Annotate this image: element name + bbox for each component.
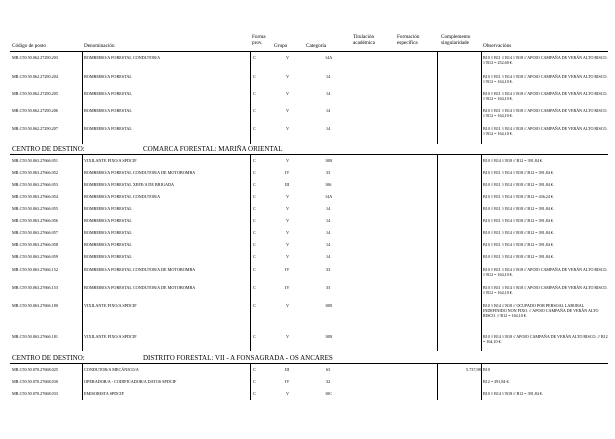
column-divider [437,155,438,351]
row-forma: C [253,108,256,113]
header-forma: Forma prov. [252,34,266,46]
row-forma: C [253,242,256,247]
row-cat: 14 [326,108,331,113]
row-forma: C [253,126,256,131]
row-grupo: IV [285,170,290,175]
row-name: BOMBEIRO/A FORESTAL [84,108,132,113]
row-forma: C [253,55,256,60]
row-cat: 14A [325,194,333,199]
header-categoria: Categoría [306,43,327,49]
row-grupo: V [286,334,290,339]
row-cat: 14A [325,55,333,60]
row-cat: 33 [326,267,331,272]
column-divider [250,364,251,400]
row-code: MR.C59.50.062.27290.207 [12,126,58,131]
column-divider [82,364,83,400]
row-code: MR.C59.50.063.27666.059 [12,254,58,259]
row-code: MR.C59.50.063.27666.052 [12,170,58,175]
row-obs: B10 // B11 // B14 // B18 // B12 = 391,84 €. [483,230,554,235]
row-name: BOMBEIRO/A FORESTAL CONDUTOR/A [84,194,161,199]
row-obs: B10 // B11 // B14 // B18 // APOIO CAMPAÑA DE VERÁN ALTO RISCO. // B12 = 164,10 €. [483,91,608,102]
row-forma: C [253,267,256,272]
row-grupo: V [286,391,290,396]
row-obs: B10 // B11 // B14 // B18 // APOIO CAMPAÑA DE VERÁN ALTO RISCO. // B12 = 164,10 €. [483,285,608,296]
row-code: MR.C59.50.070.27668.030 [12,379,58,384]
row-forma: C [253,391,256,396]
row-code: MR.C59.50.063.27666.055 [12,206,58,211]
column-divider [481,155,482,351]
row-forma: C [253,334,256,339]
row-obs: B10 // B11 // B14 // B18 // APOIO CAMPAÑA DE VERÁN ALTO RISCO. // B12 = 164,10 €. [483,126,608,137]
row-code: MR.C59.50.063.27666.180 [12,303,58,308]
row-name: BOMBEIRO/A FORESTAL [84,74,132,79]
row-name: VIXILANTE FIXO/A SPDCIF [84,334,137,339]
row-forma: C [253,303,256,308]
row-code: MR.C59.50.062.27290.203 [12,55,58,60]
row-grupo: V [286,194,290,199]
row-obs: B10 // B14 // B18 // B12 = 391,84 €. [483,391,543,396]
row-name: BOMBEIRO/A FORESTAL [84,254,132,259]
row-forma: C [253,218,256,223]
row-grupo: V [286,218,290,223]
row-obs: B10 // B11 // B14 // B18 // APOIO CAMPAÑA DE VERÁN ALTO RISCO. // B12 = 164,10 €. [483,74,608,85]
row-grupo: V [286,74,290,79]
row-code: MR.C59.50.062.27290.206 [12,108,58,113]
row-cat: 14 [326,126,331,131]
header-codigo: Código de posto [12,43,47,49]
row-obs: B10 // B14 // B18 // OCUPADO POR PERSOAL LABORAL INDEFINIDO NON FIXO. // APOIO CAMPAÑA DE VERÁN ALTO RISCO. // B12 = 164,10 €. [483,303,599,319]
row-name: CONDUTOR/A MECÁNICO/A [84,367,139,372]
row-name: OPERADOR/A - CODIFICADOR/A DATOS SPDCIF [84,379,177,384]
row-cat: 63 [326,367,331,372]
row-code: MR.C59.50.062.27290.204 [12,74,58,79]
row-obs: B10 // B11 // B14 // B18 // APOIO CAMPAÑA DE VERÁN ALTO RISCO. // B12 = 164,10 €. [483,267,608,278]
column-divider [250,52,251,144]
row-cat: 10B [325,303,332,308]
header-grupo: Grupo [274,43,288,49]
row-name: BOMBEIRO/A FORESTAL CONDUTOR/A DE MOTOBOMBA [84,267,196,272]
row-code: MR.C59.50.063.27666.058 [12,242,58,247]
row-grupo: IV [285,379,290,384]
row-cat: 10B [325,334,332,339]
row-cat: 14 [326,218,331,223]
row-code: MR.C59.50.063.27666.057 [12,230,58,235]
row-cat: 14 [326,91,331,96]
row-name: BOMBEIRO/A FORESTAL [84,218,132,223]
row-grupo: V [286,254,290,259]
row-grupo: III [285,367,290,372]
row-grupo: V [286,91,290,96]
row-name: BOMBEIRO/A FORESTAL [84,206,132,211]
row-grupo: V [286,126,290,131]
row-cat: 14 [326,254,331,259]
row-code: MR.C59.50.070.27668.025 [12,367,58,372]
header-formacion: Formación específica [397,34,420,46]
row-name: BOMBEIRO/A FORESTAL [84,230,132,235]
center-title-label: CENTRO DE DESTINO: [12,145,85,153]
row-name: VIXILANTE FIXO/A SPDCIF [84,158,137,163]
row-forma: C [253,182,256,187]
row-name: BOMBEIRO/A FORESTAL [84,126,132,131]
row-forma: C [253,367,256,372]
row-name: BOMBEIRO/A FORESTAL CONDUTOR/A [84,55,161,60]
row-grupo: V [286,230,290,235]
row-cat: 33 [326,285,331,290]
row-code: MR.C59.50.063.27666.056 [12,218,58,223]
row-obs: B10 // B11 // B14 // B18 // B12 = 391,84 €. [483,170,554,175]
row-obs: B10 // B11 // B14 // B18 // B12 = 391,84 €. [483,254,554,259]
row-cat: 10C [325,391,332,396]
row-name: BOMBEIRO/A FORESTAL CONDUTOR/A DE MOTOBOMBA [84,285,196,290]
row-code: MR.C59.50.063.27666.054 [12,194,58,199]
header-titulacion: Titulación académica [353,34,375,46]
row-code: MR.C59.50.070.27668.033 [12,391,58,396]
row-code: MR.C59.50.063.27666.152 [12,267,58,272]
header-rule [10,51,608,52]
row-grupo: V [286,242,290,247]
column-divider [250,155,251,351]
row-forma: C [253,254,256,259]
row-cat: 14 [326,242,331,247]
row-grupo: III [285,182,290,187]
row-obs: B10 // B14 // B18 // B12 = 391,84 €. [483,158,543,163]
row-obs: B10 // B11 // B14 // B18 // B12 = 391,84 €. [483,182,554,187]
header-denominacion: Denominación [84,43,115,49]
row-grupo: V [286,206,290,211]
row-code: MR.C59.50.062.27290.205 [12,91,58,96]
row-cat: 32 [326,379,331,384]
column-divider [481,52,482,144]
row-grupo: V [286,55,290,60]
row-grupo: V [286,158,290,163]
row-forma: C [253,230,256,235]
row-code: MR.C59.50.063.27666.181 [12,334,58,339]
row-code: MR.C59.50.063.27666.153 [12,285,58,290]
column-divider [82,52,83,144]
row-forma: C [253,194,256,199]
row-forma: C [253,91,256,96]
row-cat: 10B [325,158,332,163]
row-obs: B10 // B11 // B14 // B18 // APOIO CAMPAÑA DE VERÁN ALTO RISCO. // B12 = 252,60 €. [483,55,608,66]
center-title-name: COMARCA FORESTAL: MARIÑA ORIENTAL [143,145,283,153]
row-name: VIXILANTE FIXO/A SPDCIF [84,303,137,308]
row-forma: C [253,379,256,384]
row-name: BOMBEIRO/A FORESTAL XEFE/A DE BRIGADA [84,182,175,187]
row-forma: C [253,170,256,175]
row-forma: C [253,158,256,163]
section-rule [10,363,608,364]
row-cat: 14 [326,206,331,211]
header-observacions: Observacións [483,43,512,49]
row-grupo: IV [285,267,290,272]
column-divider [481,364,482,400]
header-complemento: Complemento singularidade [441,34,471,46]
section-rule [10,154,608,155]
row-forma: C [253,285,256,290]
row-name: BOMBEIRO/A FORESTAL CONDUTOR/A DE MOTOBOMBA [84,170,196,175]
row-name: BOMBEIRO/A FORESTAL [84,91,132,96]
column-divider [82,155,83,351]
row-forma: C [253,206,256,211]
row-name: BOMBEIRO/A FORESTAL [84,242,132,247]
row-obs: B10 [483,367,490,372]
row-cat: 33 [326,170,331,175]
row-grupo: V [286,303,290,308]
column-divider [437,364,438,400]
row-obs: B12 = 391,84 €. [483,379,510,384]
row-grupo: V [286,108,290,113]
row-obs: B10 // B11 // B14 // B18 // APOIO CAMPAÑA DE VERÁN ALTO RISCO. // B12 = 164,10 €. [483,108,608,119]
row-obs: B10 // B11 // B14 // B18 // B12 = 391,84 €. [483,206,554,211]
row-obs: B10 // B11 // B14 // B18 // B12 = 391,84 €. [483,242,554,247]
row-cat: 106 [325,182,332,187]
row-code: MR.C59.50.063.27666.053 [12,182,58,187]
row-obs: B10 // B11 // B14 // B18 // B12 = 391,84 €. [483,218,554,223]
row-obs: B10 // B11 // B14 // B18 // B12 = 436,24 €. [483,194,554,199]
row-forma: C [253,74,256,79]
row-obs: B10 // B14 // B18 // APOIO CAMPAÑA DE VERÁN ALTO RISCO. // B12 = 164,10 €. [483,334,608,345]
row-complemento: 5.737,98 [466,367,481,372]
center-title-label: CENTRO DE DESTINO: [12,354,85,362]
row-cat: 14 [326,74,331,79]
row-name: EMISORISTA SPDCIF [84,391,124,396]
column-divider [437,52,438,144]
row-grupo: IV [285,285,290,290]
row-code: MR.C59.50.063.27666.051 [12,158,58,163]
row-cat: 14 [326,230,331,235]
center-title-name: DISTRITO FORESTAL: VII - A FONSAGRADA - OS ANCARES [143,354,333,362]
